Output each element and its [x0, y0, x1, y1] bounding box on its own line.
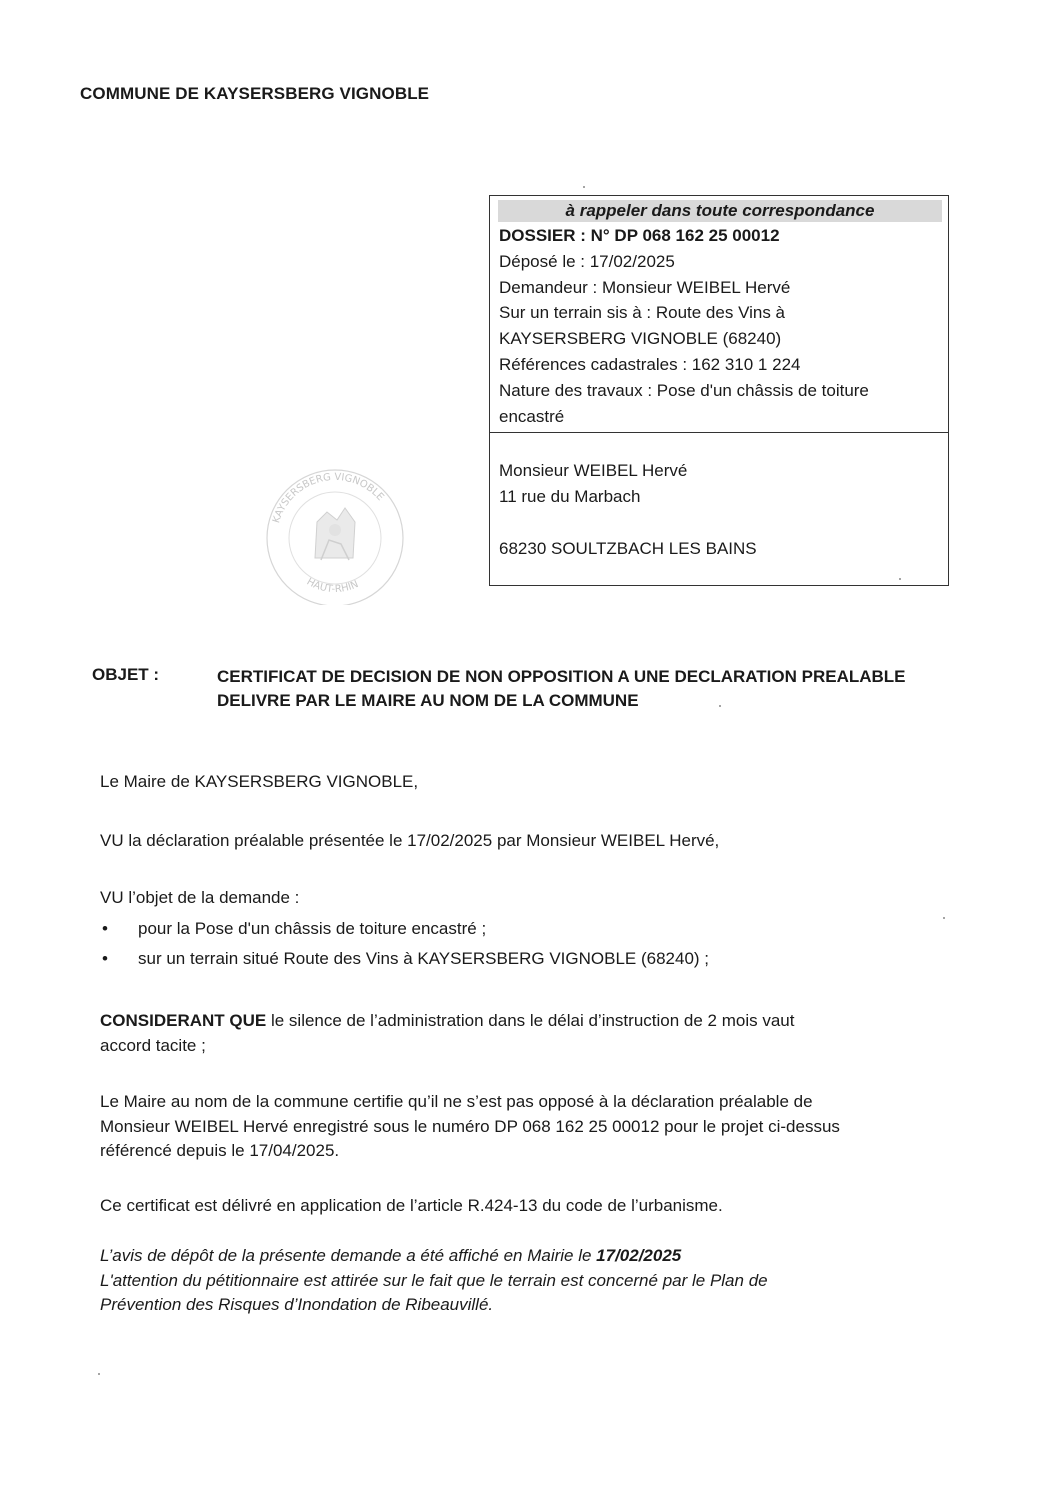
certification-line3: référencé depuis le 17/04/2025. [100, 1141, 340, 1160]
attention-line1: L'attention du pétitionnaire est attirée sur le fait que le terrain est concerné par le Plan de [100, 1270, 768, 1290]
reference-hint: à rappeler dans toute correspondance [498, 200, 942, 222]
request-object-list [100, 914, 940, 974]
attention-line2: Prévention des Risques d’Inondation de Ribeauvillé. [100, 1295, 494, 1314]
certification-line1: Le Maire au nom de la commune certifie qu’il ne s’est pas opposé à la déclaration préalable de [100, 1092, 813, 1111]
considerant-text-line2: accord tacite ; [100, 1035, 206, 1055]
svg-text:HAUT-RHIN [305, 576, 361, 595]
article-reference: Ce certificat est délivré en application de l’article R.424-13 du code de l’urbanisme. [100, 1196, 723, 1215]
scan-speck [899, 578, 901, 580]
works-nature-line2: encastré [499, 406, 565, 426]
deposit-date: Déposé le : 17/02/2025 [499, 251, 675, 271]
scan-speck [943, 917, 945, 919]
objet-title [217, 665, 947, 713]
objet-title-line2: DELIVRE PAR LE MAIRE AU NOM DE LA COMMUNE [217, 691, 639, 710]
reference-details [499, 223, 942, 429]
considerant-text-line1: le silence de l’administration dans le délai d’instruction de 2 mois vaut [266, 1011, 795, 1030]
dossier-number: DOSSIER : N° DP 068 162 25 00012 [499, 226, 780, 245]
avis-date: 17/02/2025 [596, 1246, 682, 1265]
list-item: • pour la Pose d'un châssis de toiture encastré ; [100, 914, 940, 944]
maire-intro: Le Maire de KAYSERSBERG VIGNOBLE, [100, 772, 419, 791]
avis-text: L’avis de dépôt de la présente demande a été affiché en Mairie le [100, 1246, 597, 1265]
vu-objet: VU l’objet de la demande : [100, 888, 300, 907]
objet-label: OBJET : [92, 665, 160, 684]
vu-declaration: VU la déclaration préalable présentée le 17/02/2025 par Monsieur WEIBEL Hervé, [100, 831, 720, 850]
objet-title-line1: CERTIFICAT DE DECISION DE NON OPPOSITION A UNE DECLARATION PREALABLE [217, 667, 906, 686]
recipient-city: 68230 SOULTZBACH LES BAINS [499, 539, 757, 558]
land-location-line2: KAYSERSBERG VIGNOBLE (68240) [499, 329, 782, 349]
recipient-address [499, 458, 757, 562]
works-nature-line1: Nature des travaux : Pose d'un châssis de toiture [499, 380, 869, 400]
reference-box-dossier-section [490, 196, 948, 433]
seal-text-bottom: HAUT-RHIN [304, 576, 361, 596]
municipal-seal-icon [255, 460, 415, 605]
land-location-line1: Sur un terrain sis à : Route des Vins à [499, 303, 786, 323]
certification-line2: Monsieur WEIBEL Hervé enregistré sous le numéro DP 068 162 25 00012 pour le projet ci-dessus [100, 1116, 840, 1136]
certification-paragraph [100, 1090, 930, 1164]
reference-box [489, 195, 949, 586]
commune-header: COMMUNE DE KAYSERSBERG VIGNOBLE [80, 84, 430, 103]
list-item: • sur un terrain situé Route des Vins à KAYSERSBERG VIGNOBLE (68240) ; [100, 944, 940, 974]
scan-speck [583, 186, 585, 188]
cadastral-references: Références cadastrales : 162 310 1 224 [499, 354, 801, 374]
recipient-name: Monsieur WEIBEL Hervé [499, 461, 688, 480]
applicant: Demandeur : Monsieur WEIBEL Hervé [499, 277, 791, 297]
seal-text-top: KAYSERSBERG VIGNOBLE [271, 471, 386, 525]
recipient-street: 11 rue du Marbach [499, 487, 641, 506]
notice-paragraph [100, 1244, 930, 1318]
scan-speck [98, 1373, 100, 1375]
considerant-label: CONSIDERANT QUE [100, 1011, 267, 1030]
scan-speck [719, 705, 721, 707]
considerant-paragraph [100, 1009, 930, 1058]
